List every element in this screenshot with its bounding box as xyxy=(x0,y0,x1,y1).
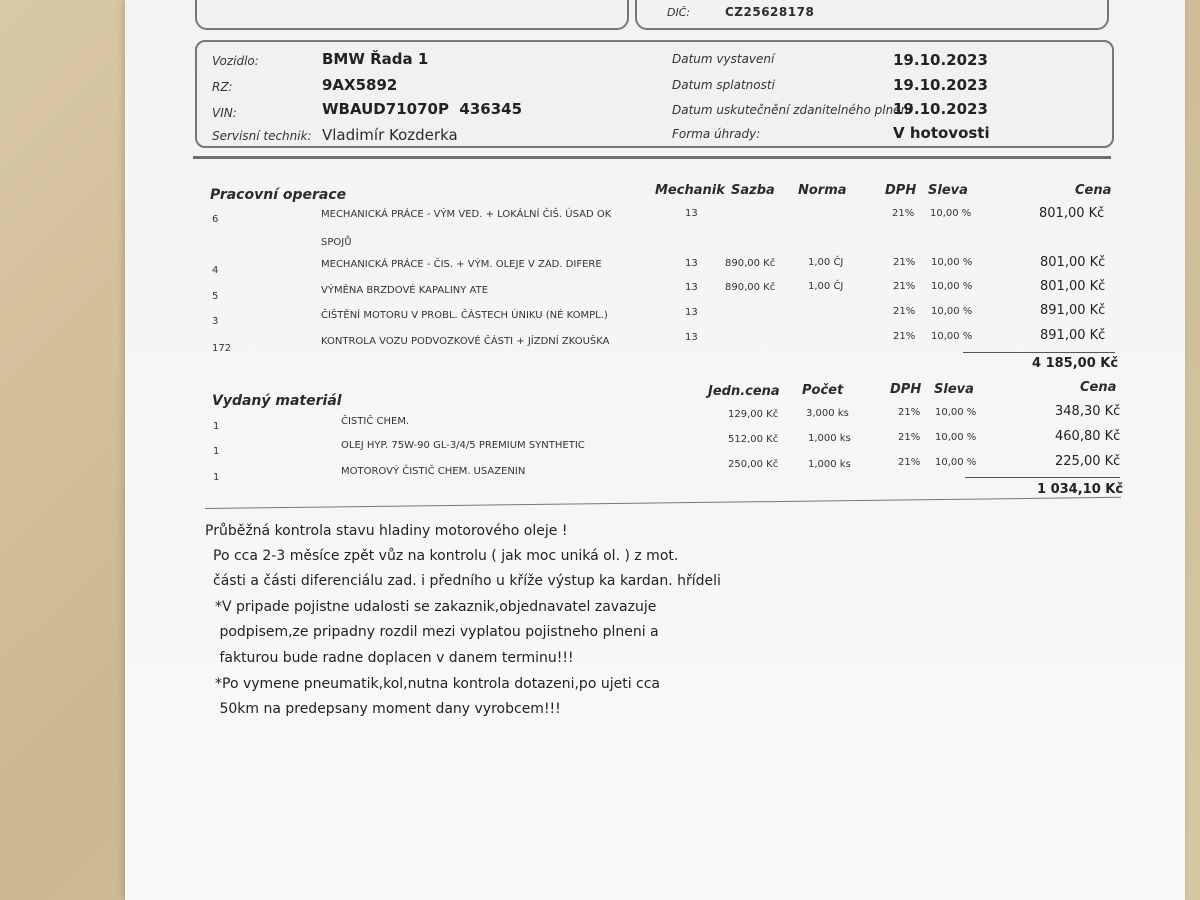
technician-value: Vladimír Kozderka xyxy=(322,126,458,144)
material-total: 1 034,10 Kč xyxy=(1037,482,1124,497)
due-date-value: 19.10.2023 xyxy=(893,76,988,94)
issue-date-value: 19.10.2023 xyxy=(893,51,988,69)
material-pocet: 1,000 ks xyxy=(808,433,851,444)
operation-norma: 1,00 ČJ xyxy=(808,281,844,292)
operation-code: 3 xyxy=(212,316,219,327)
col-jedn-cena: Jedn.cena xyxy=(708,384,780,399)
note-line: 50km na predepsany moment dany vyrobcem!!! xyxy=(215,701,561,717)
material-qty: 1 xyxy=(213,446,220,457)
dic-label: DIČ: xyxy=(667,6,691,19)
operation-desc: MECHANICKÁ PRÁCE - ČIS. + VÝM. OLEJE V ZAD. DIFERE xyxy=(321,259,602,270)
material-desc: OLEJ HYP. 75W-90 GL-3/4/5 PREMIUM SYNTHETIC xyxy=(341,440,585,451)
note-line: *Po vymene pneumatik,kol,nutna kontrola dotazeni,po ujeti cca xyxy=(215,676,661,692)
col-pocet: Počet xyxy=(802,383,844,398)
col-mechanik: Mechanik xyxy=(655,183,725,198)
operation-mechanik: 13 xyxy=(685,307,698,318)
operation-code: 172 xyxy=(212,343,232,354)
material-sleva: 10,00 % xyxy=(935,432,977,443)
operations-total: 4 185,00 Kč xyxy=(1032,356,1119,371)
due-date-label: Datum splatnosti xyxy=(672,78,775,92)
operation-desc: ČIŠTĚNÍ MOTORU V PROBL. ČÁSTECH ÚNIKU (NÉ KOMPL.) xyxy=(321,310,608,321)
col-cena: Cena xyxy=(1075,183,1112,198)
material-cena: 348,30 Kč xyxy=(1055,404,1121,419)
operation-dph: 21% xyxy=(893,281,916,292)
operation-sleva: 10,00 % xyxy=(931,257,973,268)
material-dph: 21% xyxy=(898,407,921,418)
operation-cena: 801,00 Kč xyxy=(1040,279,1106,294)
dic-value: CZ25628178 xyxy=(725,5,815,19)
operation-dph: 21% xyxy=(892,208,915,219)
taxable-date-value: 19.10.2023 xyxy=(893,100,988,118)
note-line: *V pripade pojistne udalosti se zakaznik,objednavatel zavazuje xyxy=(215,599,657,615)
operation-mechanik: 13 xyxy=(685,258,698,269)
material-desc: ČISTIČ CHEM. xyxy=(341,416,410,427)
vehicle-label: Vozidlo: xyxy=(212,54,259,68)
supplier-box xyxy=(195,0,629,30)
vin-value: WBAUD71070P 436345 xyxy=(322,100,523,118)
col-sleva: Sleva xyxy=(928,183,968,198)
operation-sleva: 10,00 % xyxy=(930,208,972,219)
material-dph: 21% xyxy=(898,457,921,468)
operation-code: 5 xyxy=(212,291,219,302)
operation-desc: MECHANICKÁ PRÁCE - VÝM VED. + LOKÁLNÍ ČIŠ. ÚSAD OK xyxy=(321,209,612,220)
operation-cena: 801,00 Kč xyxy=(1040,255,1106,270)
note-line: podpisem,ze pripadny rozdil mezi vyplatou pojistneho plneni a xyxy=(215,624,659,640)
payment-form-value: V hotovosti xyxy=(893,124,990,142)
material-jedn-cena: 512,00 Kč xyxy=(728,434,779,445)
operation-desc: VÝMĚNA BRZDOVÉ KAPALINY ATE xyxy=(321,285,489,296)
col-sleva: Sleva xyxy=(934,382,974,397)
note-line: části a části diferenciálu zad. i předního u kříže výstup ka kardan. hřídeli xyxy=(213,573,721,589)
material-qty: 1 xyxy=(213,472,220,483)
operation-dph: 21% xyxy=(893,331,916,342)
col-dph: DPH xyxy=(885,183,917,198)
operation-cena: 891,00 Kč xyxy=(1040,328,1106,343)
operation-dph: 21% xyxy=(893,306,916,317)
material-pocet: 3,000 ks xyxy=(806,408,849,419)
operation-code: 6 xyxy=(212,214,219,225)
taxable-date-label: Datum uskutečnění zdanitelného plnění xyxy=(672,103,912,117)
customer-box xyxy=(635,0,1109,30)
note-line: Průběžná kontrola stavu hladiny motorového oleje ! xyxy=(205,523,568,539)
operation-sleva: 10,00 % xyxy=(931,306,973,317)
material-title: Vydaný materiál xyxy=(212,393,342,409)
note-line: fakturou bude radne doplacen v danem terminu!!! xyxy=(215,650,574,666)
material-cena: 225,00 Kč xyxy=(1055,454,1121,469)
material-total-rule xyxy=(965,477,1120,478)
material-jedn-cena: 250,00 Kč xyxy=(728,459,779,470)
operation-code: 4 xyxy=(212,265,219,276)
material-qty: 1 xyxy=(213,421,220,432)
operation-mechanik: 13 xyxy=(685,332,698,343)
operation-desc-cont: SPOJŮ xyxy=(321,237,352,248)
operation-sazba: 890,00 Kč xyxy=(725,258,776,269)
rz-label: RZ: xyxy=(212,80,233,94)
notes-separator xyxy=(205,497,1121,509)
material-jedn-cena: 129,00 Kč xyxy=(728,409,779,420)
note-line: Po cca 2-3 měsíce zpět vůz na kontrolu ( jak moc uniká ol. ) z mot. xyxy=(213,548,679,564)
col-cena: Cena xyxy=(1080,380,1117,395)
operation-desc: KONTROLA VOZU PODVOZKOVÉ ČÁSTI + JÍZDNÍ ZKOUŠKA xyxy=(321,336,610,347)
operations-total-rule xyxy=(963,352,1115,353)
material-pocet: 1,000 ks xyxy=(808,459,851,470)
vin-label: VIN: xyxy=(212,106,237,120)
rz-value: 9AX5892 xyxy=(322,76,398,94)
col-dph: DPH xyxy=(890,382,922,397)
invoice-page xyxy=(125,0,1185,900)
operation-norma: 1,00 ČJ xyxy=(808,257,844,268)
technician-label: Servisní technik: xyxy=(212,129,312,143)
col-norma: Norma xyxy=(798,183,847,198)
material-desc: MOTOROVÝ ČISTIČ CHEM. USAZENIN xyxy=(341,466,526,477)
material-dph: 21% xyxy=(898,432,921,443)
operation-sazba: 890,00 Kč xyxy=(725,282,776,293)
header-separator xyxy=(193,156,1111,159)
material-cena: 460,80 Kč xyxy=(1055,429,1121,444)
vehicle-info-box xyxy=(195,40,1114,148)
col-sazba: Sazba xyxy=(731,183,775,198)
operation-cena: 801,00 Kč xyxy=(1039,206,1105,221)
material-sleva: 10,00 % xyxy=(935,457,977,468)
operation-cena: 891,00 Kč xyxy=(1040,303,1106,318)
operations-title: Pracovní operace xyxy=(210,187,347,203)
payment-form-label: Forma úhrady: xyxy=(672,127,761,141)
operation-sleva: 10,00 % xyxy=(931,331,973,342)
operation-mechanik: 13 xyxy=(685,282,698,293)
vehicle-value: BMW Řada 1 xyxy=(322,50,429,68)
operation-sleva: 10,00 % xyxy=(931,281,973,292)
operation-dph: 21% xyxy=(893,257,916,268)
material-sleva: 10,00 % xyxy=(935,407,977,418)
issue-date-label: Datum vystavení xyxy=(672,52,775,66)
operation-mechanik: 13 xyxy=(685,208,698,219)
